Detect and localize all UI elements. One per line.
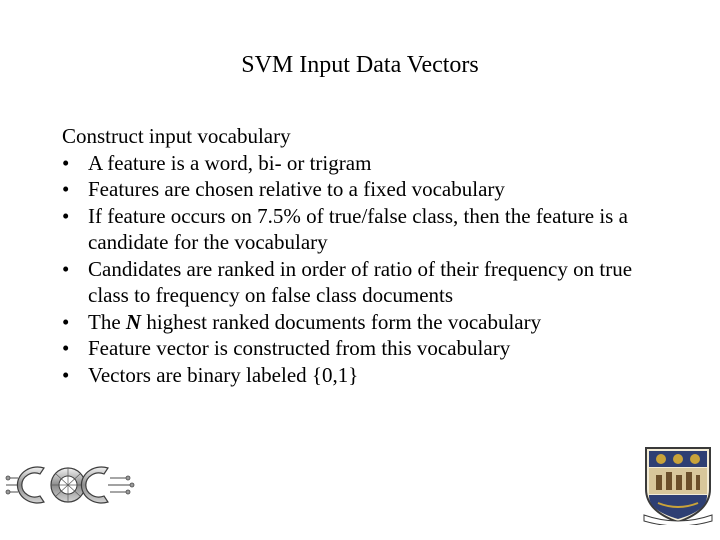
intro-line: Construct input vocabulary: [62, 124, 291, 148]
bullet-dot: •: [62, 336, 70, 360]
bullet-item: [62, 335, 662, 362]
bullet-text: Vectors are binary labeled {0,1}: [88, 362, 359, 387]
bullet-text-post: highest ranked documents form the vocabulary: [141, 309, 542, 334]
bullet-dot: •: [62, 362, 70, 387]
coc-logo: [4, 456, 136, 514]
bullet-item: [62, 309, 662, 336]
bullet-text-pre: The: [88, 309, 126, 334]
bullet-dot: •: [62, 177, 70, 201]
bullet-dot: •: [62, 150, 70, 175]
bullet-item: [62, 362, 662, 389]
bullet-text: A feature is a word, bi- or trigram: [88, 150, 372, 175]
bullet-text-emphasis: N: [125, 309, 142, 334]
slide-body: [62, 123, 662, 388]
university-crest: [642, 445, 714, 525]
bullet-dot: •: [62, 256, 70, 281]
bullet-item: [62, 256, 662, 309]
bullet-list: [62, 150, 662, 389]
bullet-text: If feature occurs on 7.5% of true/false class, then the feature is a candidate for the vocabulary: [88, 203, 628, 254]
bullet-text: Features are chosen relative to a fixed vocabulary: [88, 177, 505, 201]
bullet-text: Candidates are ranked in order of ratio of their frequency on true class to frequency on false class documents: [88, 256, 633, 307]
bullet-item: [62, 176, 662, 203]
bullet-text: Feature vector is constructed from this vocabulary: [88, 336, 511, 360]
slide-title: SVM Input Data Vectors: [241, 52, 479, 78]
bullet-item: [62, 203, 662, 256]
bullet-dot: •: [62, 203, 70, 228]
bullet-item: [62, 150, 662, 177]
bullet-dot: •: [62, 309, 70, 334]
